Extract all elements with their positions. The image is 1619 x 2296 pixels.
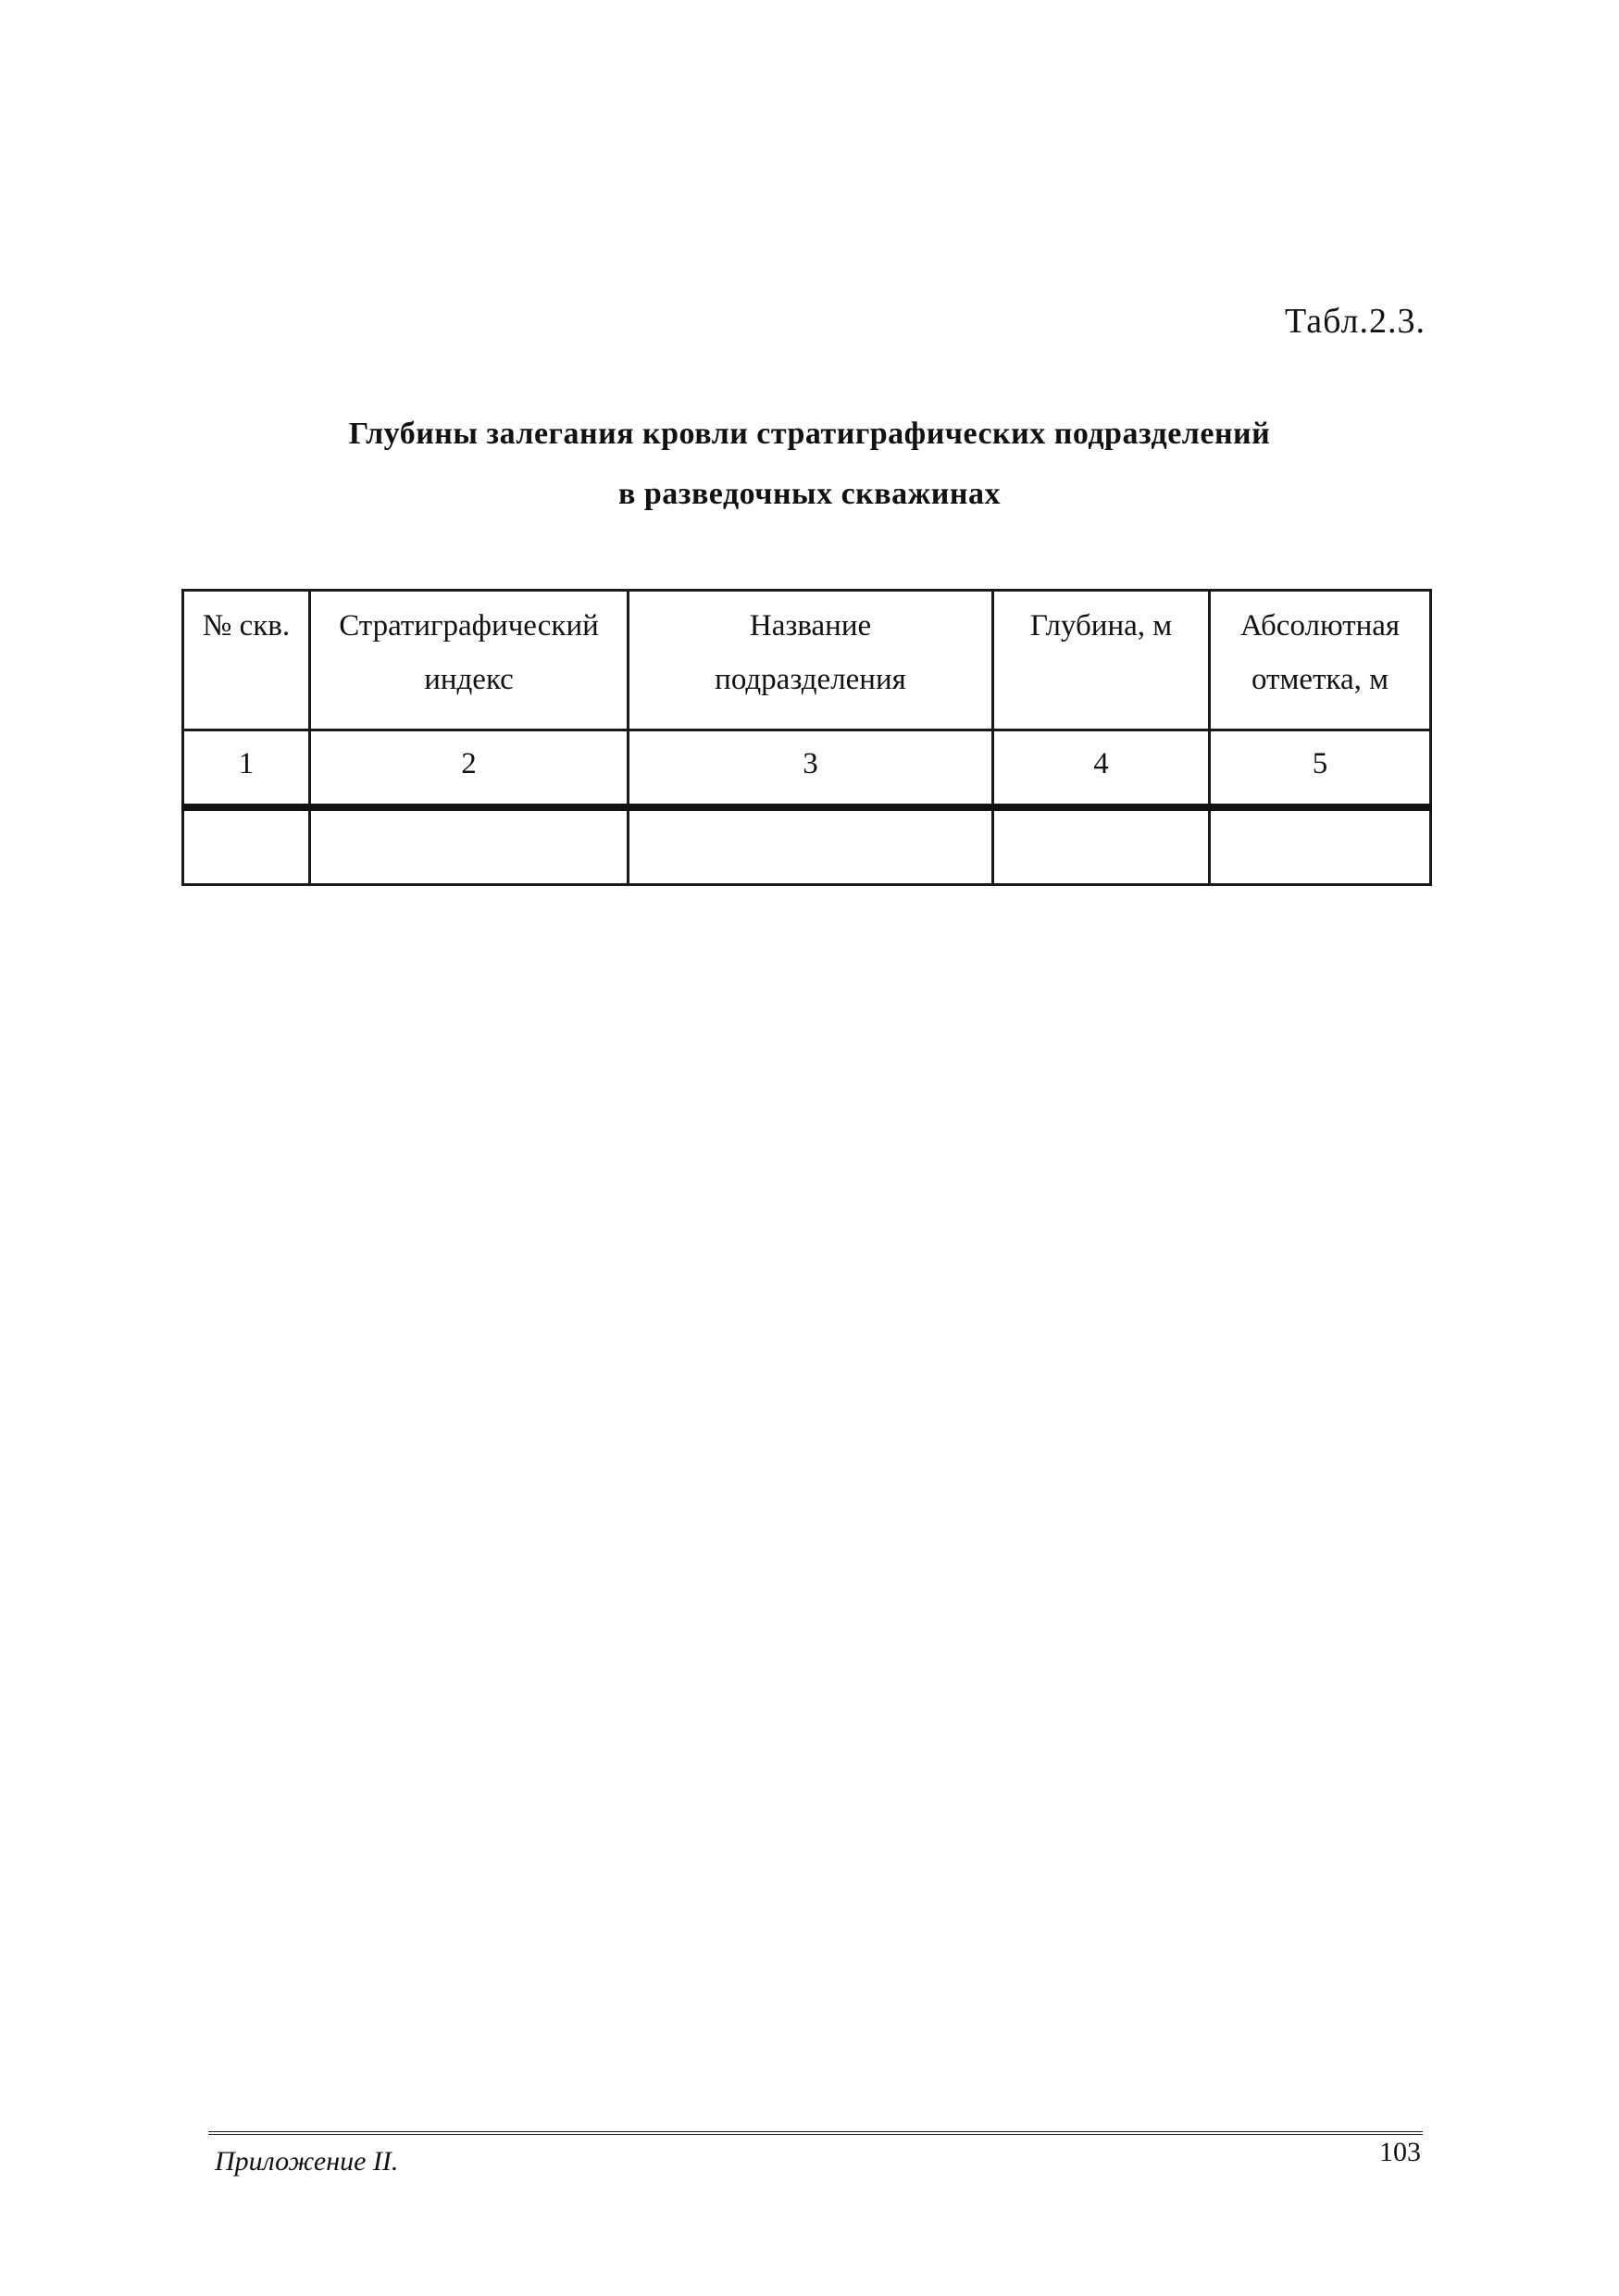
- column-number-cell: 3: [629, 730, 993, 808]
- column-number-row: [183, 730, 1431, 808]
- table-header-row: [183, 591, 1431, 730]
- header-well-number: № скв.: [183, 591, 310, 730]
- header-depth: Глубина, м: [993, 591, 1210, 730]
- table-title-line-1: Глубины залегания кровли стратиграфических подразделений: [348, 417, 1271, 451]
- footer-appendix: Приложение II.: [215, 2146, 399, 2177]
- table-cell: [1210, 807, 1431, 885]
- header-subdivision-name: Название подразделения: [629, 591, 993, 730]
- column-number-cell: 4: [993, 730, 1210, 808]
- table-title-line-2: в разведочных скважинах: [618, 477, 1001, 511]
- table-cell: [629, 807, 993, 885]
- table-cell: [310, 807, 629, 885]
- table-cell: [993, 807, 1210, 885]
- page-number: 103: [1379, 2137, 1421, 2167]
- header-absolute-mark: Абсолютная отметка, м: [1210, 591, 1431, 730]
- footer-divider: [208, 2131, 1423, 2135]
- stratigraphic-depth-table: [181, 589, 1432, 886]
- column-number-cell: 1: [183, 730, 310, 808]
- table-number-label: Табл.2.3.: [1285, 302, 1426, 341]
- table-row: [183, 807, 1431, 885]
- column-number-cell: 2: [310, 730, 629, 808]
- header-stratigraphic-index: Стратиграфический индекс: [310, 591, 629, 730]
- table-cell: [183, 807, 310, 885]
- column-number-cell: 5: [1210, 730, 1431, 808]
